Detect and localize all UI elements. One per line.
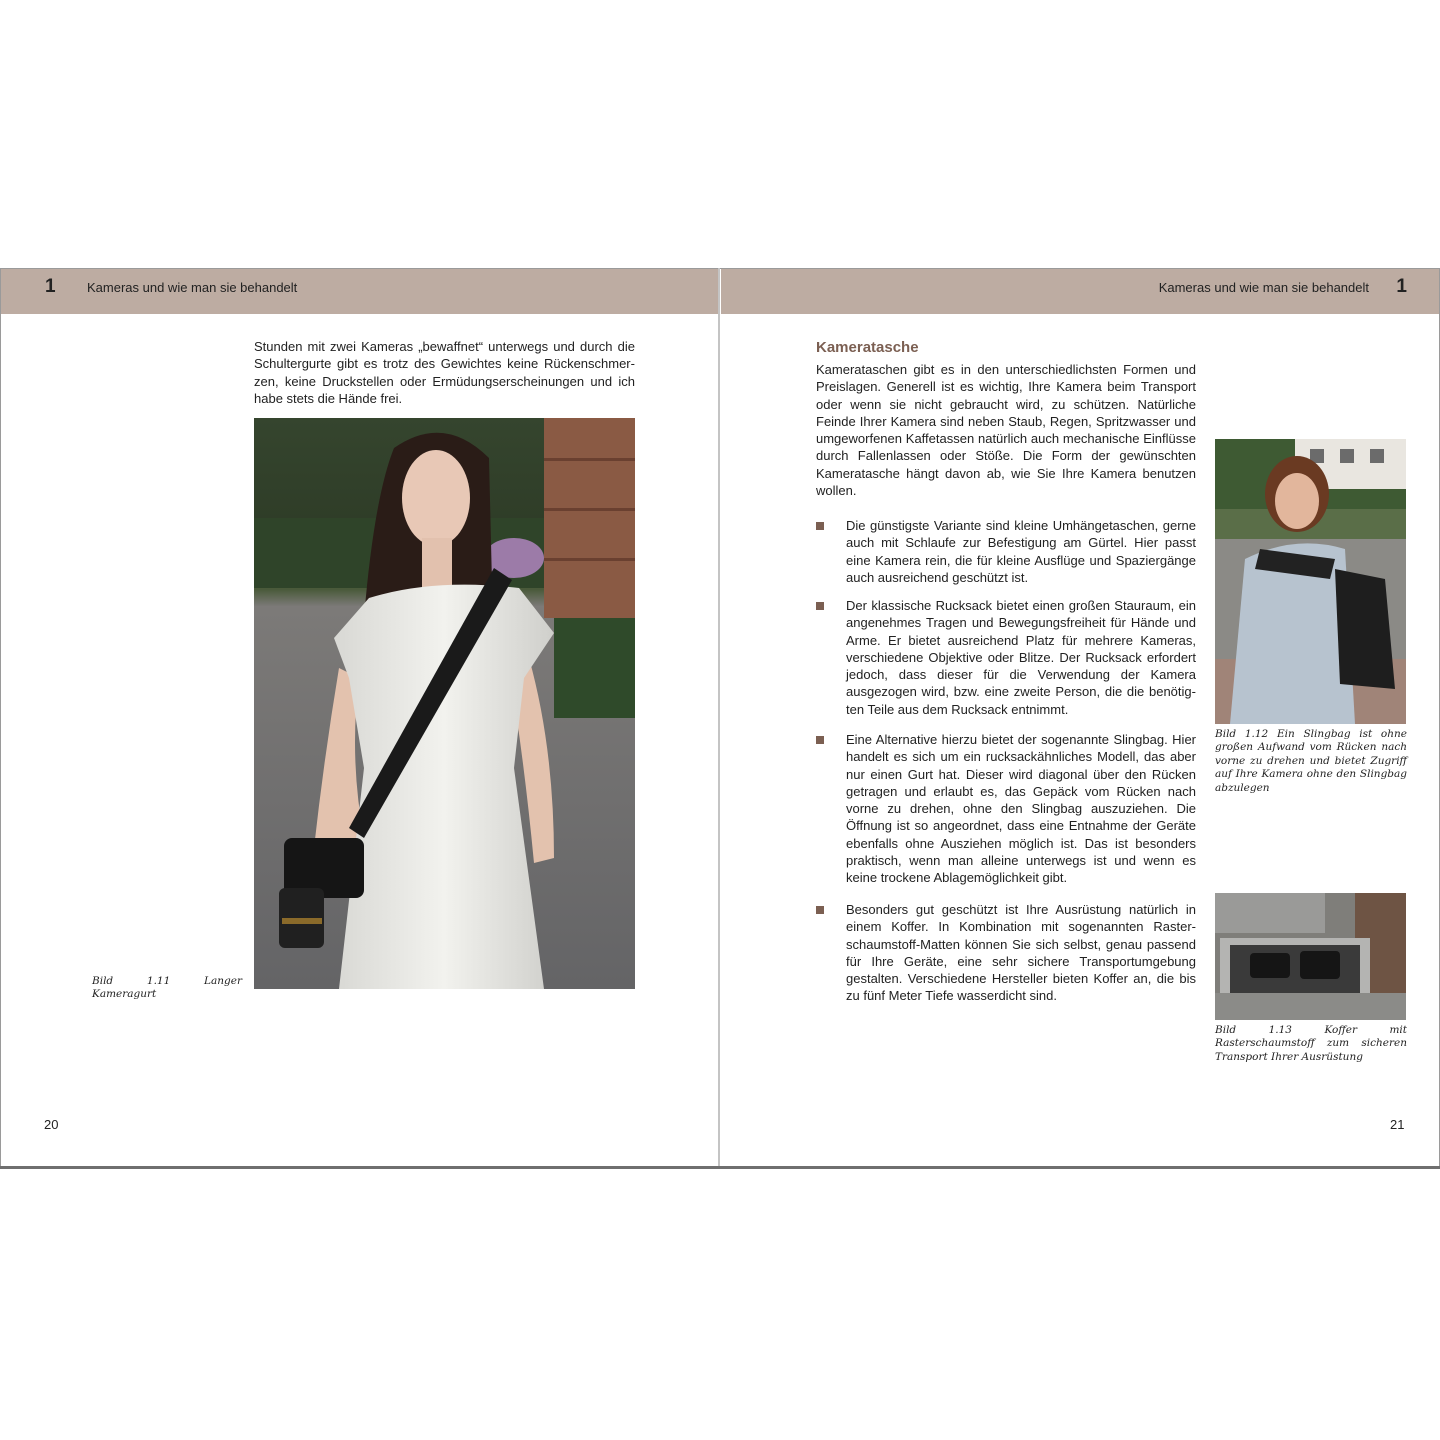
figure-1-11-photo xyxy=(254,418,635,989)
section-title-kameratasche: Kameratasche xyxy=(816,339,919,356)
bullet-square xyxy=(816,906,824,914)
bullet-text: Besonders gut geschützt ist Ihre Ausrüstung natürlich in einem Koffer. In Kombination mit sogenannten Rasterschaumstoff-Matten können Sie sich selbst, genau passend für Ihre Geräte, eine sehr sichere Transportumgebung gestalten. Verschiedene Hersteller bieten Koffer an, die bis zu fünf Meter Tiefe wasserdicht sind. xyxy=(846,902,1196,1004)
section-intro-paragraph: Kamerataschen gibt es in den unterschiedlichsten Formen und Preislagen. Generell ist es wichtig, Ihre Kamera beim Transport oder wenn sie nicht gebraucht wird, zu schützen. Natürliche Feinde Ihrer Kamera sind neben Staub, Regen, Spritzwasser und umgeworfenen Kaffetassen natürlich auch mechanische Einflüsse durch Fallenlassen oder Stöße. Die Form der gewünschten Kameratasche hängt davon ab, wie Sie Ihre Kamera benutzen wollen. xyxy=(816,362,1196,499)
page-edge-shadow xyxy=(0,1166,1440,1169)
figure-1-12-caption: Bild 1.12 Ein Slingbag ist ohne großen Aufwand vom Rücken nach vorne zu drehen und bietet Zugriff auf Ihre Kamera ohne den Slingbag abzulegen xyxy=(1215,728,1407,794)
bullet-text: Der klassische Rucksack bietet einen großen Stauraum, ein angenehmes Tragen und Bewegungsfreiheit für Hände und Arme. Er bietet ausreichend Platz für mehrere Kameras, verschiedene Objektive oder Blitze. Der Rucksack erfordert jedoch, dass dieser für die Verwendung der Kamera ausgezogen wird, bzw. eine zweite Person, die die benötigten Teile aus dem Rucksack entnimmt. xyxy=(846,598,1196,717)
figure-1-12-photo xyxy=(1215,439,1406,724)
bullet-text: Eine Alternative hierzu bietet der sogenannte Slingbag. Hier handelt es sich um ein rucksackähnliches Modell, das aber nur einen Gurt hat. Dieser wird diagonal über den Rücken getragen und erlaubt es, das Gepäck vom Rücken nach vorne zu drehen, ohne den Slingbag auszuziehen. Die Öffnung ist so angeordnet, dass eine Entnahme der Geräte ebenfalls ohne Ausziehen möglich ist. Das ist besonders praktisch, wenn man alleine unterwegs ist und wenn es keine trockene Ablagemöglichkeit gibt. xyxy=(846,732,1196,886)
right-chapter-title: Kameras und wie man sie behandelt xyxy=(1158,280,1369,295)
bullet-square xyxy=(816,602,824,610)
figure-1-13-caption: Bild 1.13 Koffer mit Rasterschaumstoff zum sicheren Transport Ihrer Ausrüstung xyxy=(1215,1024,1407,1063)
book-spine xyxy=(718,268,720,1168)
right-running-header xyxy=(721,269,1439,314)
bullet-square xyxy=(816,522,824,530)
bullet-square xyxy=(816,736,824,744)
bullet-text: Die günstigste Variante sind kleine Umhängetaschen, gerne auch mit Schlaufe zur Befestigung am Gürtel. Hier passt eine Kamera rein, die für kleine Ausflüge und Spaziergänge auch ausreichend geschützt ist. xyxy=(846,518,1196,585)
right-chapter-number: 1 xyxy=(1396,276,1407,297)
left-intro-paragraph: Stunden mit zwei Kameras „bewaffnet“ unterwegs und durch die Schultergurte gibt es trotz des Gewichtes keine Rückenschmerzen, keine Druckstellen oder Ermüdungserscheinungen und ich habe stets die Hände frei. xyxy=(254,339,635,406)
figure-1-13-photo xyxy=(1215,893,1406,1020)
left-running-header xyxy=(1,269,719,314)
left-chapter-title: Kameras und wie man sie behandelt xyxy=(87,280,298,295)
left-chapter-number: 1 xyxy=(45,276,56,297)
figure-1-11-caption: Bild 1.11 Langer Kameragurt xyxy=(92,975,242,1001)
right-page-number: 21 xyxy=(1390,1117,1405,1132)
left-page-number: 20 xyxy=(44,1117,59,1132)
